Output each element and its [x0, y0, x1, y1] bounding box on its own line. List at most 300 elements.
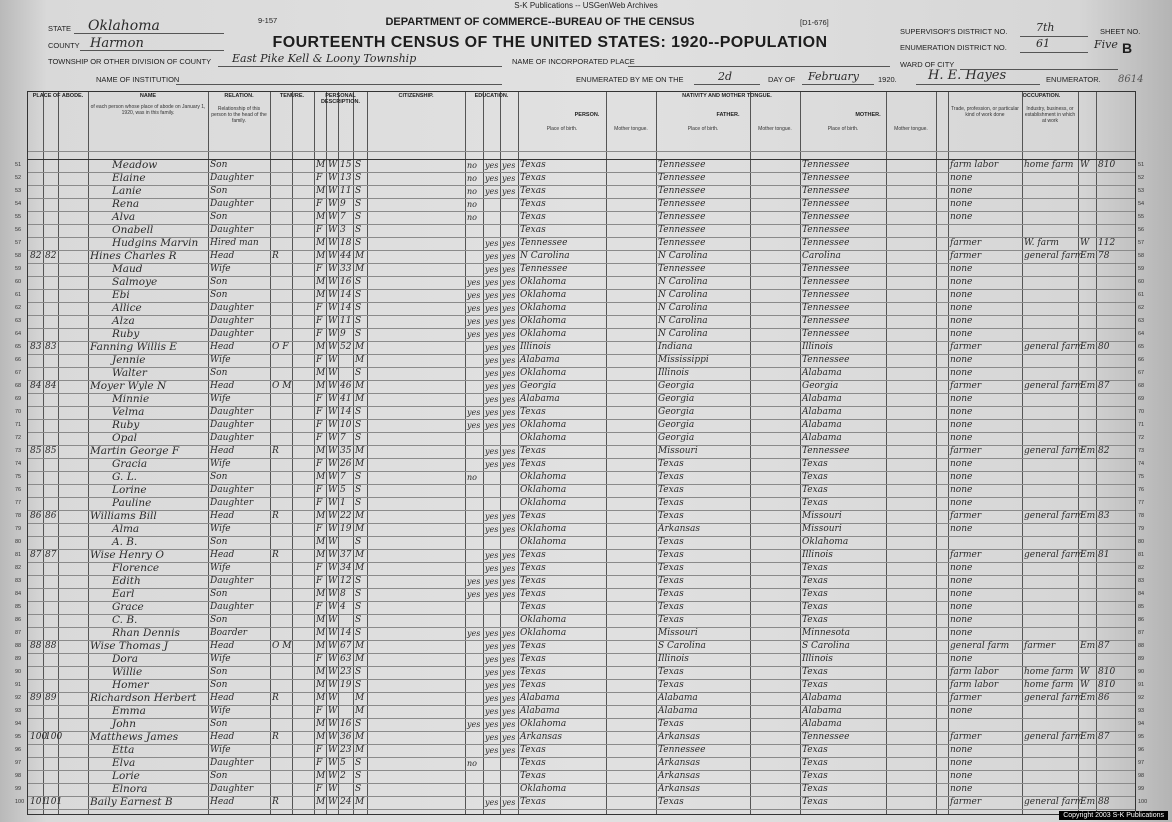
- cell-ind: [1024, 589, 1077, 601]
- cell-age: 9: [340, 329, 346, 339]
- cell-dw: [30, 602, 42, 614]
- cell-rel: Wife: [210, 706, 231, 716]
- cell-occ: farmer: [950, 342, 982, 352]
- cell-ind: [1024, 355, 1077, 367]
- cell-tail: 83: [1098, 511, 1110, 521]
- column-head-mother-tongue-3: Mother tongue.: [614, 126, 648, 132]
- cell-fam: [45, 407, 57, 419]
- cell-mother: Alabama: [802, 394, 842, 404]
- cell-cls: [1080, 394, 1095, 406]
- cell-read: yes: [485, 291, 499, 300]
- cell-write: yes: [502, 291, 516, 300]
- cell-tail: 80: [1098, 342, 1110, 352]
- cell-cls: [1080, 498, 1095, 510]
- cell-father: Illinois: [658, 654, 689, 664]
- cell-write: yes: [502, 564, 516, 573]
- cell-name: Maud: [112, 263, 143, 275]
- line-number: 88: [15, 643, 22, 649]
- cell-birth: Texas: [520, 667, 546, 677]
- cell-ind: [1024, 524, 1077, 536]
- cell-cls: Em: [1080, 342, 1096, 352]
- cell-dw: [30, 498, 42, 510]
- cell-ind: general farm: [1024, 251, 1084, 261]
- cell-read: [485, 784, 499, 796]
- cell-tail: [1098, 420, 1134, 432]
- cell-cls: [1080, 212, 1095, 224]
- cell-tail: 82: [1098, 446, 1110, 456]
- cell-dw: [30, 433, 42, 445]
- cell-read: yes: [485, 733, 499, 742]
- line-number-right: 73: [1138, 448, 1145, 454]
- cell-read: yes: [485, 655, 499, 664]
- cell-race: W: [328, 394, 338, 404]
- cell-age: 14: [340, 290, 352, 300]
- cell-tail: [1098, 602, 1134, 614]
- cell-dw: 86: [30, 511, 42, 521]
- cell-cls: [1080, 407, 1095, 419]
- cell-sex: M: [316, 797, 326, 807]
- cell-ms: S: [355, 433, 362, 443]
- cell-sch: yes: [467, 291, 481, 300]
- cell-race: W: [328, 797, 338, 807]
- cell-fam: 100: [45, 732, 63, 742]
- cell-birth: Oklahoma: [520, 368, 567, 378]
- cell-father: Texas: [658, 563, 684, 573]
- corner-number: 8614: [1118, 74, 1144, 85]
- cell-name: Edith: [112, 575, 141, 587]
- cell-cls: [1080, 433, 1095, 445]
- line-number: 78: [15, 513, 22, 519]
- cell-sch: [467, 264, 482, 276]
- cell-rel: Son: [210, 771, 228, 781]
- cell-read: yes: [485, 369, 499, 378]
- cell-fam: [45, 771, 57, 783]
- cell-fam: [45, 433, 57, 445]
- cell-name: Richardson Herbert: [90, 692, 197, 704]
- cell-tenure: [272, 316, 291, 328]
- cell-write: [502, 485, 517, 497]
- cell-occ: none: [950, 212, 973, 222]
- line-number: 57: [15, 240, 22, 246]
- cell-sch: [467, 797, 482, 809]
- enumeration-value: 61: [1036, 37, 1050, 50]
- cell-sex: M: [316, 446, 326, 456]
- cell-read: yes: [485, 525, 499, 534]
- cell-race: W: [328, 602, 338, 612]
- cell-sex: M: [316, 368, 326, 378]
- cell-sch: no: [467, 161, 477, 170]
- cell-dw: [30, 420, 42, 432]
- cell-tenure: [272, 485, 291, 497]
- cell-mother: Texas: [802, 589, 828, 599]
- line-number: 55: [15, 214, 22, 220]
- cell-mother: Tennessee: [802, 303, 850, 313]
- cell-tenure: [272, 407, 291, 419]
- cell-mother: Illinois: [802, 342, 833, 352]
- cell-cls: [1080, 459, 1095, 471]
- cell-race: W: [328, 212, 338, 222]
- cell-tail: [1098, 316, 1134, 328]
- census-title: FOURTEENTH CENSUS OF THE UNITED STATES: 1920--POPULATION: [272, 34, 828, 51]
- cell-occ: none: [950, 615, 973, 625]
- cell-rel: Daughter: [210, 173, 254, 183]
- cell-sex: F: [316, 433, 323, 443]
- line-number: 52: [15, 175, 22, 181]
- cell-tail: 78: [1098, 251, 1110, 261]
- cell-race: W: [328, 589, 338, 599]
- cell-birth: Texas: [520, 654, 546, 664]
- cell-age: 26: [340, 459, 352, 469]
- cell-mother: Alabama: [802, 693, 842, 703]
- group-head-place-of-abode: PLACE OF ABODE.: [32, 93, 84, 99]
- cell-tenure: [272, 654, 291, 666]
- cell-sex: F: [316, 199, 323, 209]
- cell-fam: [45, 498, 57, 510]
- cell-age: 5: [340, 485, 346, 495]
- cell-tail: [1098, 472, 1134, 484]
- cell-cls: [1080, 602, 1095, 614]
- cell-ms: S: [355, 667, 362, 677]
- cell-ms: M: [355, 732, 365, 742]
- cell-birth: Texas: [520, 186, 546, 196]
- state-value: Oklahoma: [88, 18, 160, 34]
- line-number: 54: [15, 201, 22, 207]
- cell-age: 14: [340, 628, 352, 638]
- cell-read: yes: [485, 187, 499, 196]
- cell-sex: F: [316, 329, 323, 339]
- cell-write: yes: [502, 460, 516, 469]
- cell-race: W: [328, 381, 338, 391]
- cell-sch: [467, 355, 482, 367]
- cell-cls: [1080, 277, 1095, 289]
- cell-birth: Texas: [520, 550, 546, 560]
- cell-rel: Wife: [210, 563, 231, 573]
- cell-dw: [30, 212, 42, 224]
- cell-fam: [45, 303, 57, 315]
- cell-sex: M: [316, 628, 326, 638]
- cell-rel: Son: [210, 680, 228, 690]
- line-number: 76: [15, 487, 22, 493]
- cell-cls: [1080, 225, 1095, 237]
- cell-read: [485, 433, 499, 445]
- cell-occ: none: [950, 784, 973, 794]
- cell-ms: S: [355, 602, 362, 612]
- cell-age: 52: [340, 342, 352, 352]
- cell-tenure: [272, 628, 291, 640]
- cell-age: 7: [340, 472, 346, 482]
- cell-dw: 100: [30, 732, 48, 742]
- cell-name: Alva: [112, 211, 136, 223]
- cell-father: Texas: [658, 719, 684, 729]
- cell-sch: [467, 706, 482, 718]
- cell-cls: [1080, 576, 1095, 588]
- cell-read: [485, 771, 499, 783]
- cell-father: Texas: [658, 550, 684, 560]
- cell-sch: [467, 511, 482, 523]
- cell-rel: Head: [210, 550, 235, 560]
- cell-ms: M: [355, 342, 365, 352]
- cell-cls: Em: [1080, 797, 1096, 807]
- cell-sch: [467, 498, 482, 510]
- cell-father: Tennessee: [658, 238, 706, 248]
- cell-name: Lorine: [112, 484, 147, 496]
- cell-birth: Oklahoma: [520, 485, 567, 495]
- cell-dw: 101: [30, 797, 48, 807]
- cell-age: 18: [340, 238, 352, 248]
- cell-father: Tennessee: [658, 199, 706, 209]
- cell-write: yes: [502, 382, 516, 391]
- cell-mother: Tennessee: [802, 290, 850, 300]
- line-number-right: 71: [1138, 422, 1145, 428]
- cell-occ: none: [950, 472, 973, 482]
- cell-father: N Carolina: [658, 329, 708, 339]
- cell-sex: M: [316, 693, 326, 703]
- line-number: 53: [15, 188, 22, 194]
- line-number: 60: [15, 279, 22, 285]
- line-number-right: 88: [1138, 643, 1145, 649]
- cell-tail: [1098, 784, 1134, 796]
- cell-read: yes: [485, 694, 499, 703]
- cell-read: yes: [485, 421, 499, 430]
- cell-occ: none: [950, 264, 973, 274]
- cell-fam: 84: [45, 381, 57, 391]
- cell-dw: 88: [30, 641, 42, 651]
- cell-dw: [30, 459, 42, 471]
- cell-father: Texas: [658, 459, 684, 469]
- cell-fam: [45, 563, 57, 575]
- cell-father: Texas: [658, 485, 684, 495]
- cell-ind: home farm: [1024, 667, 1074, 677]
- cell-father: Tennessee: [658, 264, 706, 274]
- cell-ms: M: [355, 511, 365, 521]
- cell-age: [340, 615, 352, 627]
- cell-mother: Oklahoma: [802, 537, 849, 547]
- line-number-right: 70: [1138, 409, 1145, 415]
- cell-occ: none: [950, 771, 973, 781]
- cell-write: yes: [502, 733, 516, 742]
- cell-write: yes: [502, 447, 516, 456]
- cell-ind: [1024, 615, 1077, 627]
- cell-ms: M: [355, 459, 365, 469]
- cell-rel: Daughter: [210, 420, 254, 430]
- cell-ms: S: [355, 628, 362, 638]
- cell-age: 16: [340, 719, 352, 729]
- cell-birth: Oklahoma: [520, 420, 567, 430]
- cell-name: Ruby: [112, 328, 140, 340]
- cell-age: 7: [340, 433, 346, 443]
- cell-fam: 85: [45, 446, 57, 456]
- cell-mother: Texas: [802, 615, 828, 625]
- cell-occ: none: [950, 355, 973, 365]
- cell-occ: farmer: [950, 251, 982, 261]
- line-number-right: 76: [1138, 487, 1145, 493]
- cell-name: Rena: [112, 198, 140, 210]
- cell-mother: Texas: [802, 563, 828, 573]
- cell-name: Elva: [112, 757, 136, 769]
- cell-mother: Illinois: [802, 550, 833, 560]
- cell-tail: [1098, 368, 1134, 380]
- cell-birth: Texas: [520, 797, 546, 807]
- cell-ms: M: [355, 706, 365, 716]
- cell-ms: S: [355, 160, 362, 170]
- cell-rel: Wife: [210, 394, 231, 404]
- cell-fam: [45, 485, 57, 497]
- cell-tenure: R: [272, 732, 279, 742]
- cell-tail: [1098, 771, 1134, 783]
- cell-birth: Oklahoma: [520, 290, 567, 300]
- cell-name: Lorie: [112, 770, 140, 782]
- cell-name: Dora: [112, 653, 139, 665]
- cell-race: W: [328, 511, 338, 521]
- cell-ms: S: [355, 368, 362, 378]
- census-table: [15, 91, 1148, 815]
- cell-ind: general farm: [1024, 511, 1084, 521]
- cell-age: 23: [340, 667, 352, 677]
- line-number-right: 65: [1138, 344, 1145, 350]
- cell-tenure: [272, 420, 291, 432]
- cell-birth: Oklahoma: [520, 719, 567, 729]
- cell-dw: [30, 758, 42, 770]
- cell-rel: Daughter: [210, 433, 254, 443]
- cell-read: yes: [485, 382, 499, 391]
- line-number-right: 60: [1138, 279, 1145, 285]
- cell-race: W: [328, 628, 338, 638]
- cell-mother: Tennessee: [802, 355, 850, 365]
- cell-sch: [467, 771, 482, 783]
- cell-tenure: [272, 264, 291, 276]
- cell-read: yes: [485, 564, 499, 573]
- cell-tail: 810: [1098, 160, 1116, 170]
- cell-sch: no: [467, 213, 477, 222]
- cell-rel: Head: [210, 693, 235, 703]
- cell-write: [502, 212, 517, 224]
- cell-tenure: [272, 186, 291, 198]
- cell-rel: Son: [210, 667, 228, 677]
- cell-sch: [467, 602, 482, 614]
- cell-father: N Carolina: [658, 303, 708, 313]
- cell-name: Moyer Wyle N: [90, 380, 167, 392]
- cell-write: yes: [502, 720, 516, 729]
- cell-rel: Daughter: [210, 498, 254, 508]
- cell-name: Etta: [112, 744, 135, 756]
- cell-father: Georgia: [658, 394, 695, 404]
- line-number-right: 81: [1138, 552, 1145, 558]
- cell-cls: [1080, 628, 1095, 640]
- cell-occ: farmer: [950, 797, 982, 807]
- cell-ms: M: [355, 550, 365, 560]
- cell-ind: [1024, 433, 1077, 445]
- cell-mother: Texas: [802, 784, 828, 794]
- cell-occ: farmer: [950, 550, 982, 560]
- cell-ind: [1024, 264, 1077, 276]
- cell-cls: [1080, 537, 1095, 549]
- cell-father: N Carolina: [658, 290, 708, 300]
- line-number-right: 79: [1138, 526, 1145, 532]
- cell-ms: S: [355, 290, 362, 300]
- cell-age: 7: [340, 212, 346, 222]
- cell-mother: Texas: [802, 758, 828, 768]
- line-number: 63: [15, 318, 22, 324]
- enumerator-label: ENUMERATOR.: [1046, 75, 1101, 84]
- cell-rel: Son: [210, 186, 228, 196]
- cell-tenure: R: [272, 511, 279, 521]
- cell-age: 14: [340, 407, 352, 417]
- cell-father: Arkansas: [658, 732, 701, 742]
- cell-ind: [1024, 472, 1077, 484]
- cell-ms: S: [355, 407, 362, 417]
- line-number-right: 53: [1138, 188, 1145, 194]
- cell-age: [340, 784, 352, 796]
- line-number: 64: [15, 331, 22, 337]
- cell-ind: [1024, 719, 1077, 731]
- cell-dw: [30, 537, 42, 549]
- cell-fam: [45, 225, 57, 237]
- cell-father: Texas: [658, 680, 684, 690]
- cell-ms: M: [355, 355, 365, 365]
- cell-occ: farm labor: [950, 160, 999, 170]
- cell-read: yes: [485, 252, 499, 261]
- cell-rel: Daughter: [210, 602, 254, 612]
- cell-father: Texas: [658, 589, 684, 599]
- cell-name: Allice: [112, 302, 142, 314]
- cell-write: yes: [502, 304, 516, 313]
- cell-fam: [45, 654, 57, 666]
- group-head-nativity: NATIVITY AND MOTHER TONGUE.: [682, 93, 772, 99]
- cell-dw: [30, 589, 42, 601]
- cell-sex: F: [316, 420, 323, 430]
- cell-occ: none: [950, 407, 973, 417]
- cell-cls: Em: [1080, 732, 1096, 742]
- cell-tail: [1098, 498, 1134, 510]
- cell-sex: F: [316, 563, 323, 573]
- cell-fam: [45, 160, 57, 172]
- cell-fam: [45, 719, 57, 731]
- cell-birth: Georgia: [520, 381, 557, 391]
- cell-father: Tennessee: [658, 160, 706, 170]
- cell-tenure: [272, 589, 291, 601]
- cell-rel: Daughter: [210, 576, 254, 586]
- cell-occ: none: [950, 654, 973, 664]
- cell-mother: Alabama: [802, 719, 842, 729]
- cell-tail: [1098, 719, 1134, 731]
- cell-tail: 87: [1098, 381, 1110, 391]
- cell-father: Texas: [658, 472, 684, 482]
- cell-rel: Wife: [210, 459, 231, 469]
- cell-occ: none: [950, 524, 973, 534]
- cell-race: W: [328, 199, 338, 209]
- cell-father: Arkansas: [658, 758, 701, 768]
- cell-occ: none: [950, 498, 973, 508]
- line-number-right: 97: [1138, 760, 1145, 766]
- cell-birth: Illinois: [520, 342, 551, 352]
- cell-fam: [45, 602, 57, 614]
- cell-father: Arkansas: [658, 524, 701, 534]
- cell-occ: [950, 719, 1021, 731]
- column-head-mother-tongue-5: Mother tongue.: [758, 126, 792, 132]
- township-label: TOWNSHIP OR OTHER DIVISION OF COUNTY: [48, 57, 212, 66]
- cell-sch: [467, 433, 482, 445]
- cell-occ: farmer: [950, 693, 982, 703]
- line-number-right: 61: [1138, 292, 1145, 298]
- cell-sex: M: [316, 511, 326, 521]
- cell-read: yes: [485, 629, 499, 638]
- cell-dw: [30, 771, 42, 783]
- cell-sex: M: [316, 160, 326, 170]
- cell-mother: Texas: [802, 797, 828, 807]
- cell-ind: general farm: [1024, 693, 1084, 703]
- cell-dw: 84: [30, 381, 42, 391]
- cell-cls: [1080, 524, 1095, 536]
